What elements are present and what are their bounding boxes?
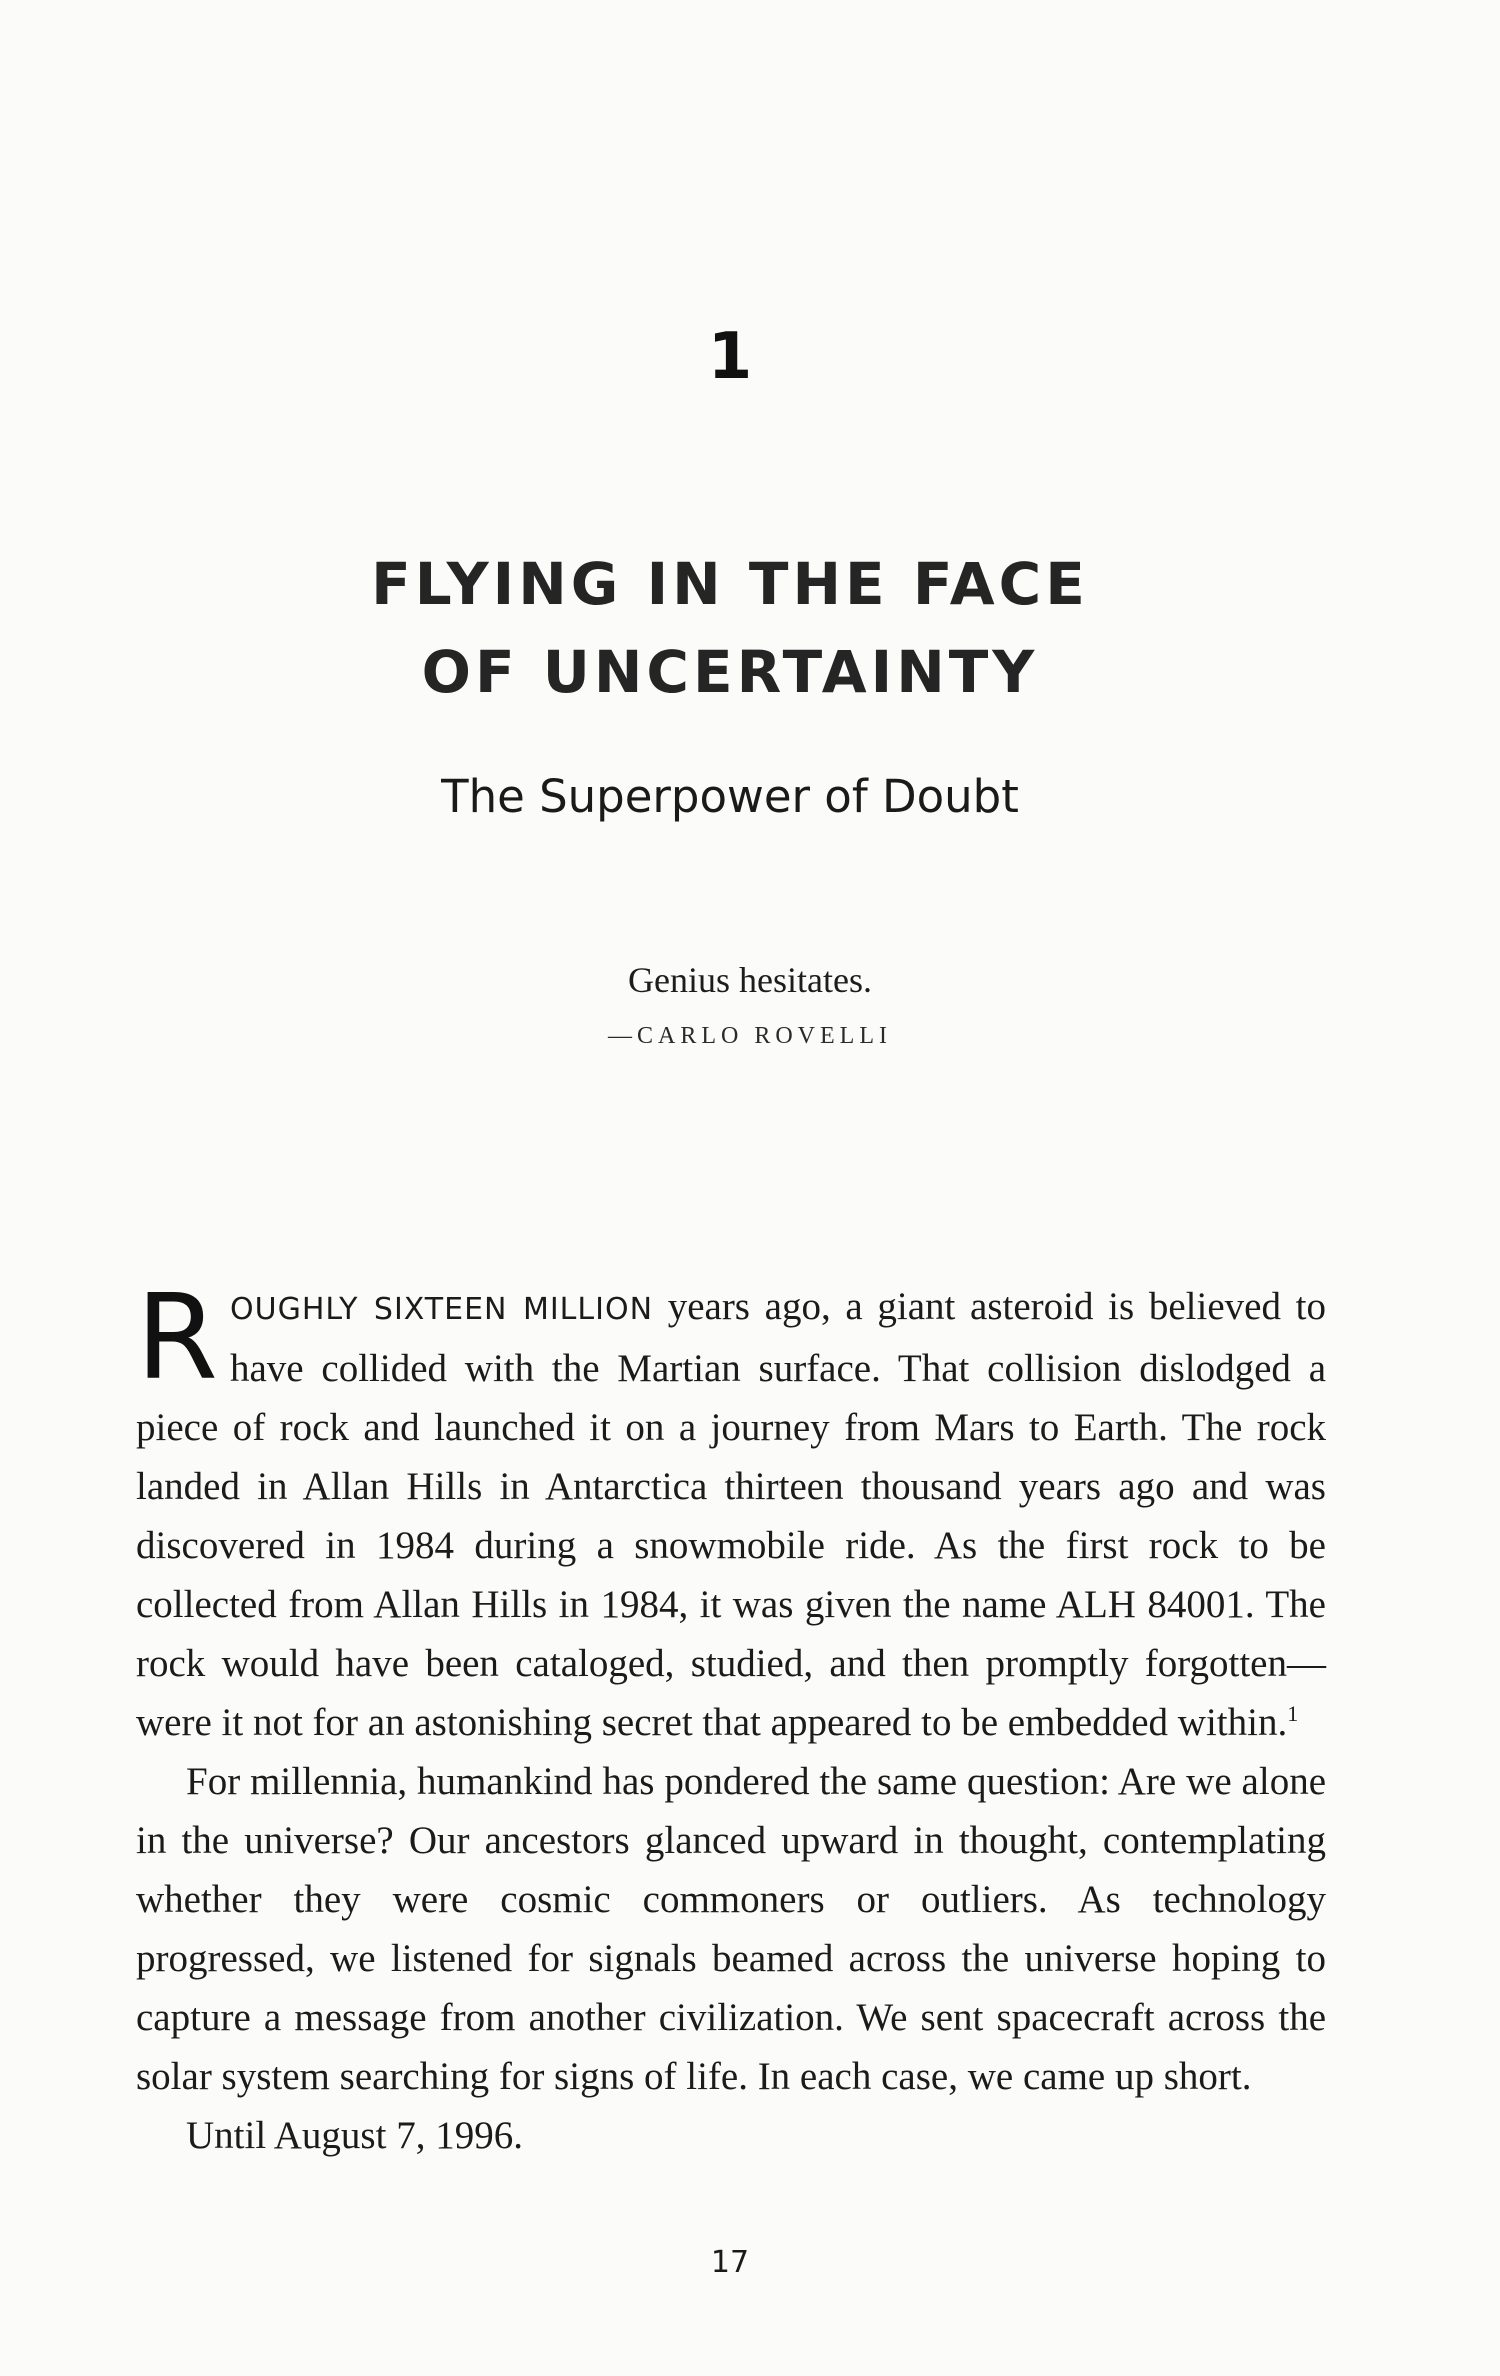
paragraph-1: [136, 1268, 1326, 1752]
epigraph-quote: Genius hesitates.: [628, 960, 872, 1000]
page-number: 17: [710, 2245, 750, 2280]
epigraph: [420, 955, 1080, 1050]
chapter-title: [250, 540, 1210, 716]
body-text: [136, 1268, 1326, 2165]
paragraph-2: For millennia, humankind has pondered the same question: Are we alone in the universe? Our ancestors glanced upward in thought, contemplating whether they were cosmic commoners or outliers. As technology progressed, we listened for signals beamed across the universe hoping to capture a message from another civilization. We sent spacecraft across the solar system searching for signs of life. In each case, we came up short.: [136, 1760, 1326, 2098]
chapter-subtitle: The Superpower of Doubt: [441, 770, 1019, 823]
chapter-title-line-1: FLYING IN THE FACE: [371, 550, 1089, 618]
lead-in-text: OUGHLY SIXTEEN MILLION: [230, 1292, 654, 1327]
paragraph-3: Until August 7, 1996.: [186, 2114, 523, 2157]
paragraph-1-text: years ago, a giant asteroid is believed to have collided with the Martian surface. That collision dislodged a piece of rock and launched it on a journey from Mars to Earth. The rock landed in Allan Hills in Antarctica thirteen thousand years ago and was discovered in 1984 during a snowmobile ride. As the first rock to be collected from Allan Hills in 1984, it was given the name ALH 84001. The rock would have been cataloged, studied, and then promptly forgotten—were it not for an astonishing secret that appeared to be embedded within.: [136, 1285, 1326, 1744]
chapter-number: 1: [707, 320, 753, 394]
footnote-reference[interactable]: 1: [1287, 1701, 1299, 1726]
chapter-title-line-2: OF UNCERTAINTY: [421, 638, 1039, 706]
drop-cap: R: [136, 1268, 218, 1406]
epigraph-attribution: —CARLO ROVELLI: [608, 1023, 892, 1049]
